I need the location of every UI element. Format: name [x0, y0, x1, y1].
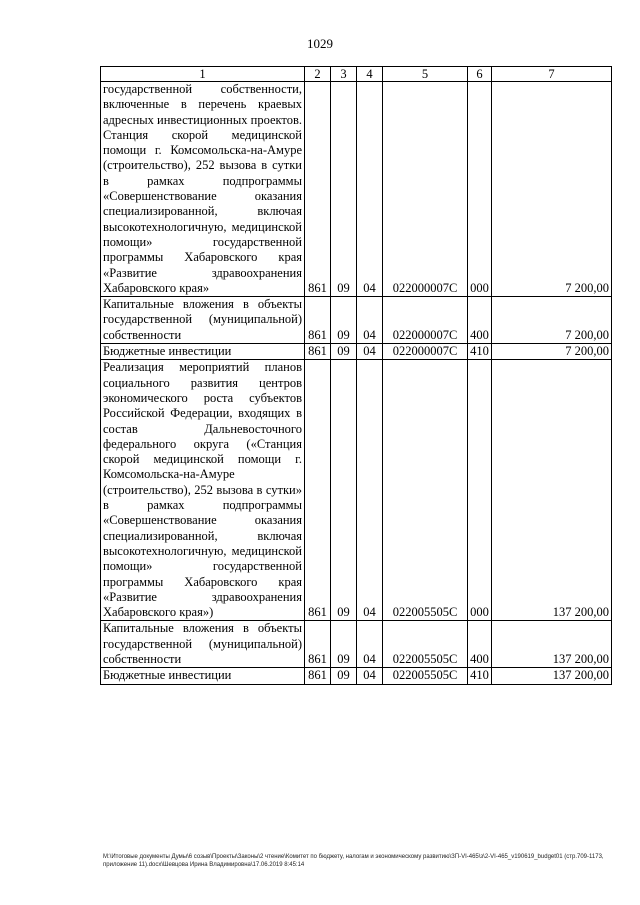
row-description: Капитальные вложения в объекты государственной (муниципальной) собственности — [101, 621, 305, 668]
header-row — [101, 67, 612, 82]
header-col-4: 4 — [357, 67, 383, 82]
row-expense-type: 000 — [468, 82, 492, 297]
header-col-1: 1 — [101, 67, 305, 82]
header-col-2: 2 — [305, 67, 331, 82]
row-target-code: 022000007С — [383, 344, 468, 360]
budget-table — [100, 66, 612, 685]
row-expense-type: 400 — [468, 621, 492, 668]
header-col-7: 7 — [492, 67, 612, 82]
row-ministry-code: 861 — [305, 360, 331, 621]
row-expense-type: 410 — [468, 668, 492, 684]
table-row — [101, 297, 612, 344]
table-row — [101, 668, 612, 684]
row-amount: 137 200,00 — [492, 668, 612, 684]
row-subsection-code: 04 — [357, 668, 383, 684]
table-row — [101, 621, 612, 668]
row-section-code: 09 — [331, 621, 357, 668]
row-amount: 7 200,00 — [492, 344, 612, 360]
header-col-6: 6 — [468, 67, 492, 82]
row-section-code: 09 — [331, 668, 357, 684]
row-section-code: 09 — [331, 82, 357, 297]
row-expense-type: 410 — [468, 344, 492, 360]
row-subsection-code: 04 — [357, 621, 383, 668]
row-target-code: 022005505С — [383, 360, 468, 621]
row-expense-type: 000 — [468, 360, 492, 621]
table-row — [101, 344, 612, 360]
row-expense-type: 400 — [468, 297, 492, 344]
row-ministry-code: 861 — [305, 621, 331, 668]
row-description: Бюджетные инвестиции — [101, 668, 305, 684]
row-amount: 7 200,00 — [492, 297, 612, 344]
row-target-code: 022005505С — [383, 621, 468, 668]
table-row — [101, 82, 612, 297]
row-subsection-code: 04 — [357, 297, 383, 344]
row-section-code: 09 — [331, 344, 357, 360]
row-section-code: 09 — [331, 297, 357, 344]
row-description: государственной собственности, включенные в перечень краевых адресных инвестиционных проектов. Станция скорой медицинской помощи г. Комсомольска-на-Амуре (строительство), 252 вызова в сутки в рамках подпрограммы «Совершенствование оказания специализированной, включая высокотехнологичную, медицинской помощи» государственной программы Хабаровского края «Развитие здравоохранения Хабаровского края» — [101, 82, 305, 297]
row-subsection-code: 04 — [357, 82, 383, 297]
row-section-code: 09 — [331, 360, 357, 621]
row-description: Капитальные вложения в объекты государственной (муниципальной) собственности — [101, 297, 305, 344]
row-amount: 137 200,00 — [492, 621, 612, 668]
row-description: Бюджетные инвестиции — [101, 344, 305, 360]
row-target-code: 022005505С — [383, 668, 468, 684]
row-amount: 137 200,00 — [492, 360, 612, 621]
row-subsection-code: 04 — [357, 344, 383, 360]
page-number: 1029 — [307, 36, 333, 51]
row-ministry-code: 861 — [305, 668, 331, 684]
row-ministry-code: 861 — [305, 297, 331, 344]
row-ministry-code: 861 — [305, 344, 331, 360]
row-target-code: 022000007С — [383, 82, 468, 297]
row-amount: 7 200,00 — [492, 82, 612, 297]
table-row — [101, 360, 612, 621]
row-description: Реализация мероприятий планов социального развития центров экономического роста субъектов Российской Федерации, входящих в состав Дальневосточного федерального округа («Станция скорой медицинской помощи г. Комсомольска-на-Амуре (строительство), 252 вызова в сутки» в рамках подпрограммы «Совершенствование оказания специализированной, включая высокотехнологичную, медицинской помощи» государственной программы Хабаровского края «Развитие здравоохранения Хабаровского края») — [101, 360, 305, 621]
row-target-code: 022000007С — [383, 297, 468, 344]
header-col-3: 3 — [331, 67, 357, 82]
row-subsection-code: 04 — [357, 360, 383, 621]
document-path-footer: M:\Итоговые документы Думы\6 созыв\Проекты\Законы\2 чтение\Комитет по бюджету, налогам и экономическому развитию\ЗП-VI-465\з\2-VI-465_v190619_budget01 (стр.709-1173, приложение 11).docx\Шевцова Ирина Владимировна\17.06.2019 8:45:14 — [103, 854, 604, 868]
header-col-5: 5 — [383, 67, 468, 82]
row-ministry-code: 861 — [305, 82, 331, 297]
